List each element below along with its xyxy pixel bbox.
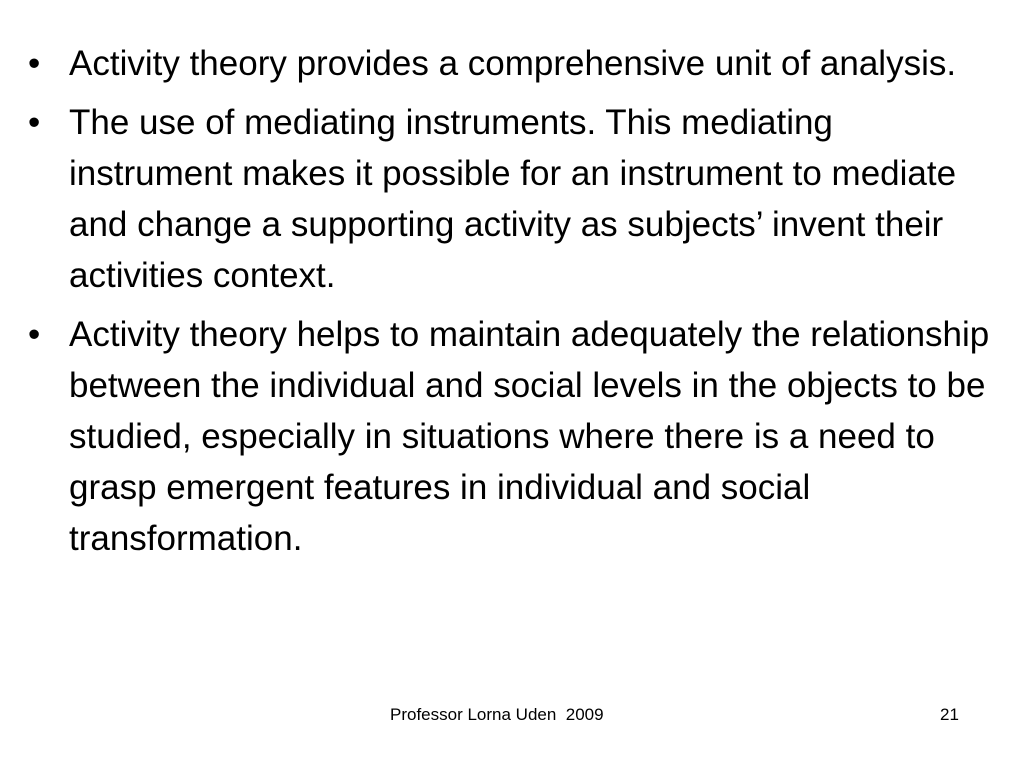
bullet-list	[28, 38, 1003, 572]
bullet-item-2	[28, 97, 1003, 301]
page-number: 21	[940, 705, 959, 724]
bullet-icon: •	[28, 44, 41, 83]
bullet-text-3: Activity theory helps to maintain adequately the relationship between the individual and social levels in the objects to be studied, especially in situations where there is a need to grasp emergent features in individual and social transformation.	[69, 315, 990, 558]
bullet-text-1: Activity theory provides a comprehensive unit of analysis.	[69, 44, 957, 83]
bullet-item-1	[28, 38, 1003, 89]
bullet-text-2: The use of mediating instruments. This mediating instrument makes it possible for an instrument to mediate and change a supporting activity as subjects’ invent their activities context.	[69, 103, 957, 295]
footer-author: Professor Lorna Uden 2009	[390, 705, 604, 724]
bullet-icon: •	[28, 103, 41, 142]
bullet-icon: •	[28, 315, 41, 354]
bullet-item-3	[28, 309, 1003, 564]
